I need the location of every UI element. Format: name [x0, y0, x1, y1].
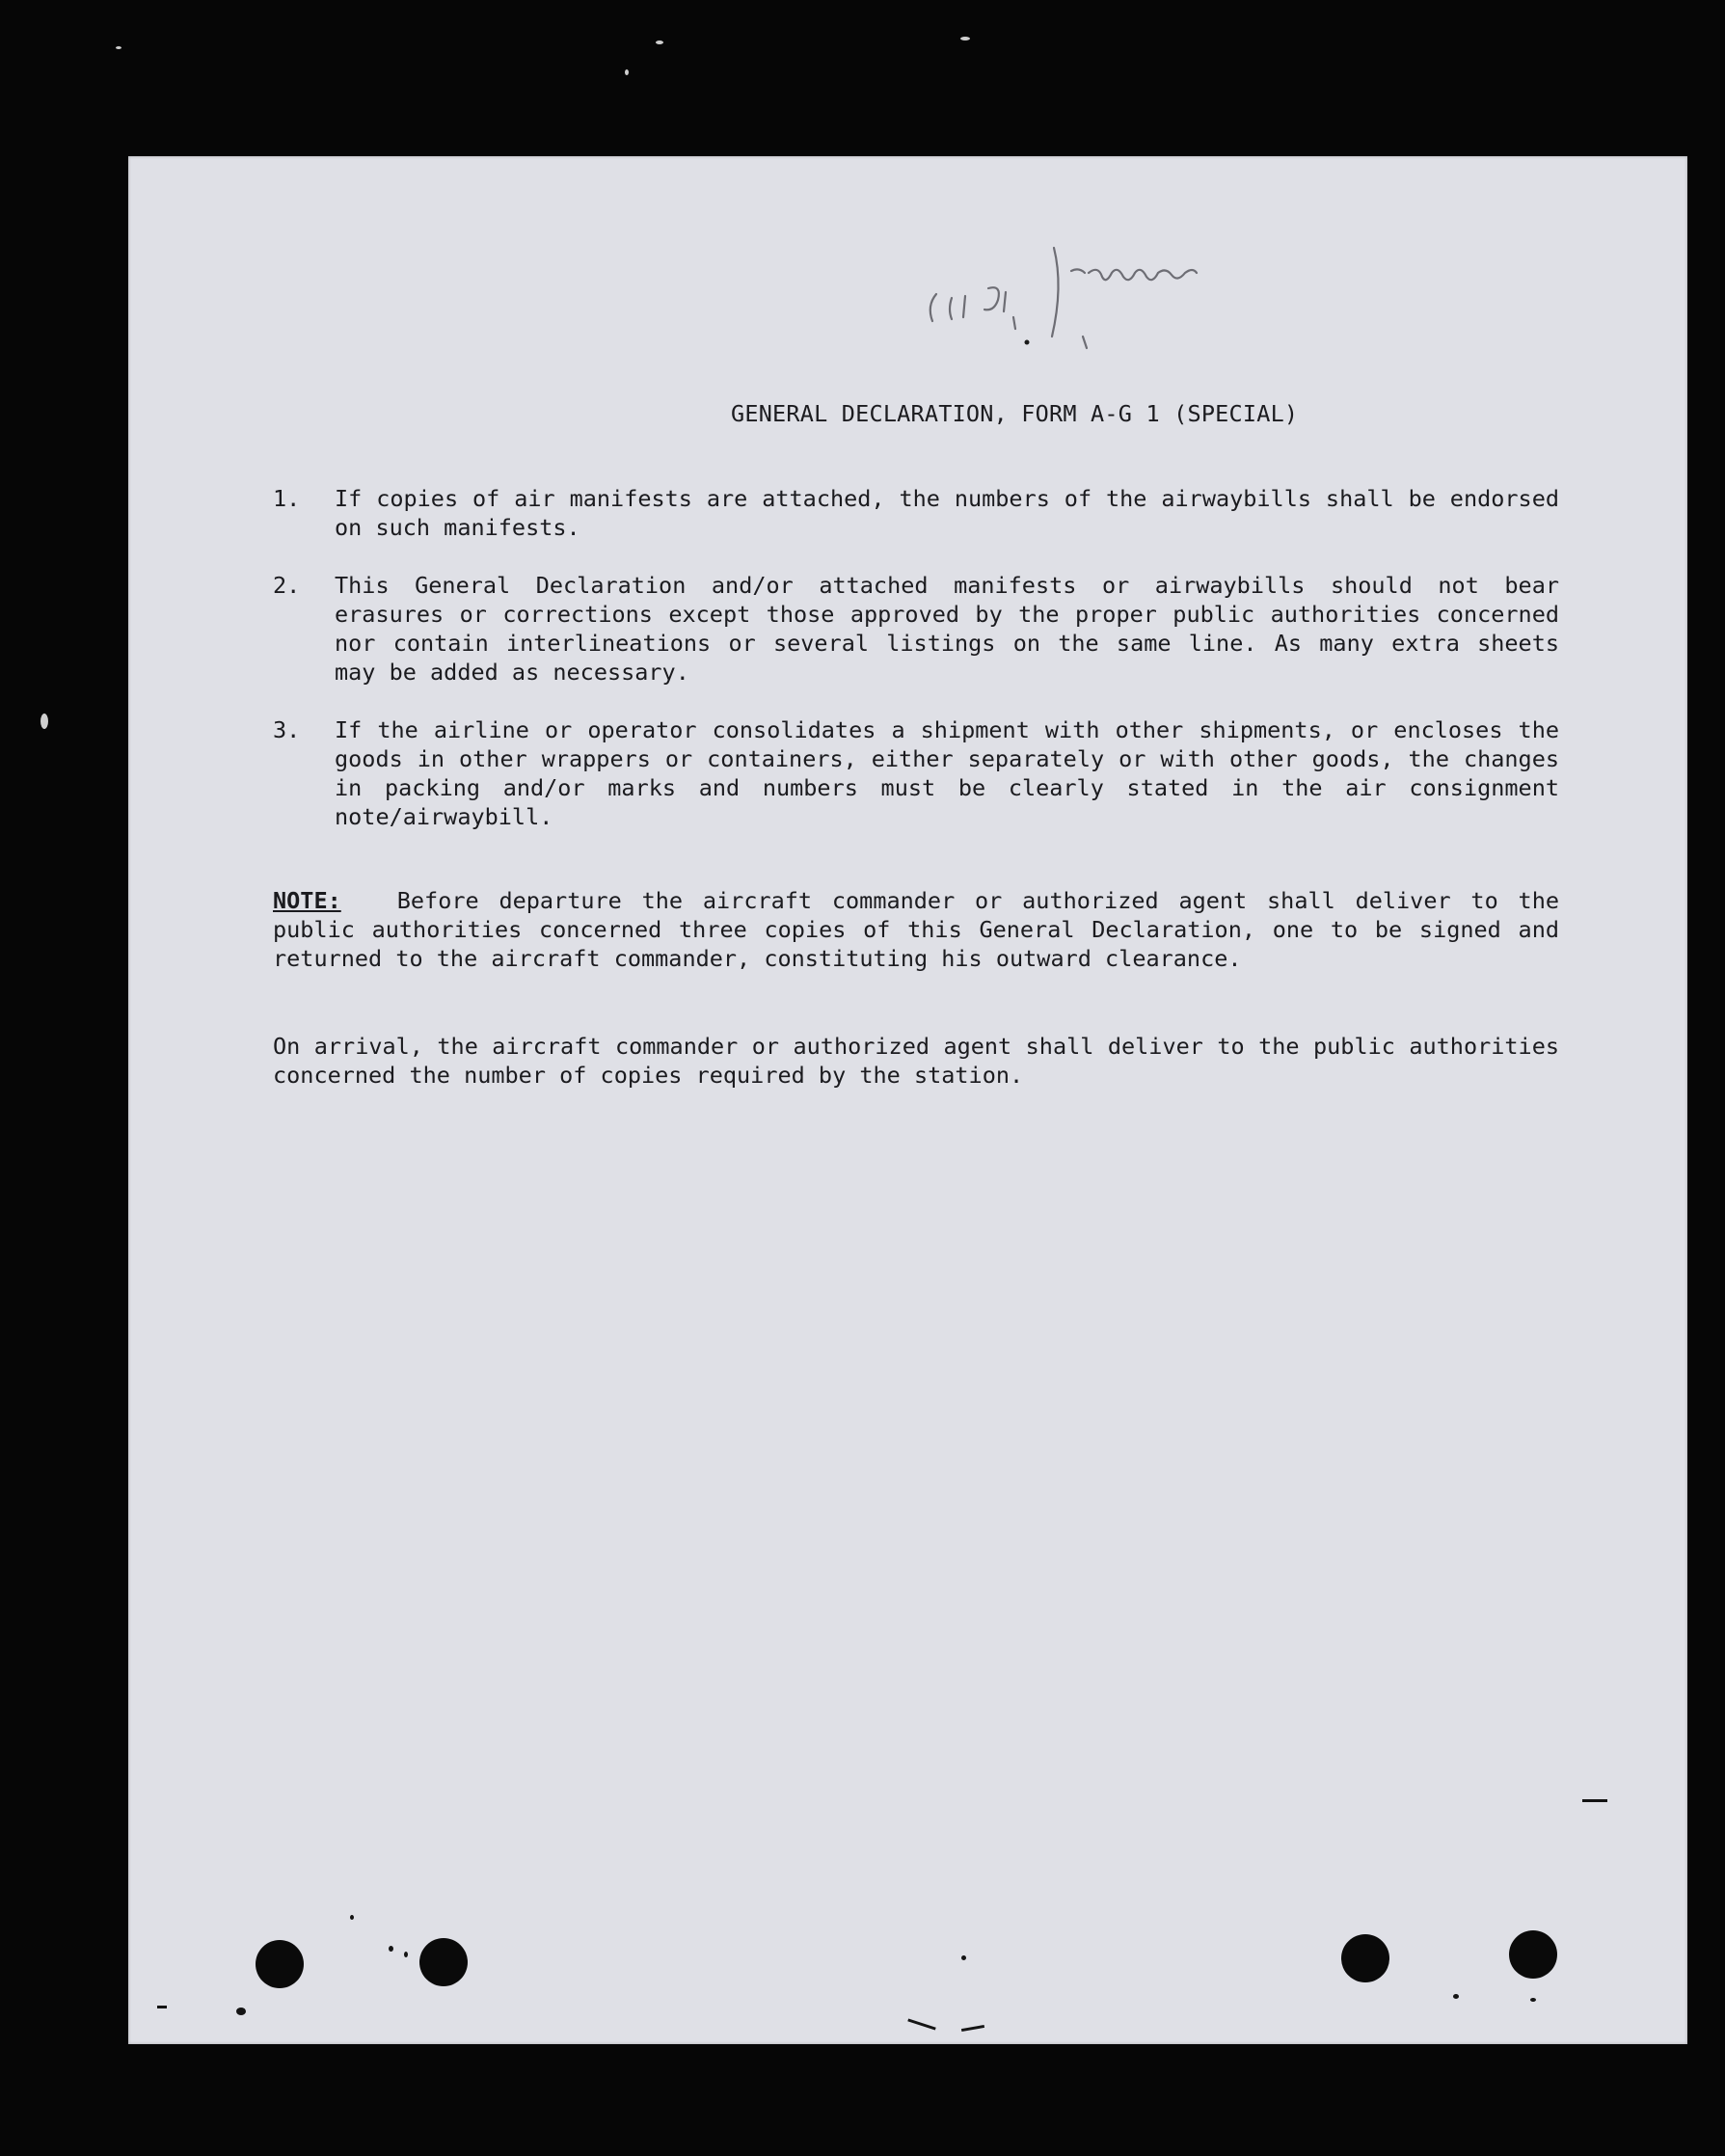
document-page	[128, 156, 1687, 2044]
note-text: Before departure the aircraft commander or authorized agent shall deliver to the public authorities concerned three copies of this General Declaration, one to be signed and returned to the aircraft commander, constituting his outward clearance.	[273, 887, 1559, 972]
item-number: 2.	[273, 572, 301, 599]
punch-hole	[256, 1940, 304, 1988]
list-item	[273, 571, 1559, 687]
page-title: GENERAL DECLARATION, FORM A-G 1 (SPECIAL)	[731, 400, 1299, 427]
item-text: This General Declaration and/or attached manifests or airwaybills should not bear erasures or corrections except those approved by the proper public authorities concerned nor contain interlineations or several listings on the same line. As many extra sheets may be added as necessary.	[335, 572, 1559, 686]
scan-mark	[404, 1952, 408, 1957]
scan-mark	[157, 2006, 167, 2008]
scan-mark	[1582, 1799, 1607, 1802]
punch-hole	[419, 1938, 468, 1986]
scan-mark	[961, 1955, 966, 1960]
list-item	[273, 484, 1559, 542]
scan-speck	[625, 69, 629, 75]
scan-speck	[960, 37, 970, 40]
item-text: If copies of air manifests are attached, the numbers of the airwaybills shall be endorsed on such manifests.	[335, 485, 1559, 541]
punch-hole	[1509, 1930, 1557, 1979]
scan-speck	[656, 40, 663, 44]
handwritten-annotation	[909, 229, 1276, 354]
scan-speck	[116, 46, 121, 49]
note-label: NOTE:	[273, 887, 341, 914]
item-text: If the airline or operator consolidates a shipment with other shipments, or encloses the goods in other wrappers or containers, either separately or with other goods, the changes in packing and/or marks and numbers must be clearly stated in the air consignment note/airwaybill.	[335, 716, 1559, 830]
instruction-list	[273, 484, 1688, 860]
scan-mark	[1453, 1994, 1459, 1999]
item-number: 1.	[273, 485, 301, 512]
punch-hole	[1341, 1934, 1389, 1982]
scan-mark	[350, 1915, 354, 1920]
scan-mark	[236, 2008, 246, 2015]
note-paragraph	[273, 886, 1559, 973]
scan-mark	[907, 2018, 935, 2030]
scan-mark	[1530, 1998, 1536, 2002]
arrival-paragraph: On arrival, the aircraft commander or authorized agent shall deliver to the public authorities concerned the number of copies required by the station.	[273, 1033, 1559, 1089]
item-number: 3.	[273, 716, 301, 743]
list-item	[273, 715, 1559, 831]
scan-mark	[389, 1946, 393, 1952]
scan-speck	[40, 714, 48, 729]
scan-mark	[961, 2025, 984, 2032]
